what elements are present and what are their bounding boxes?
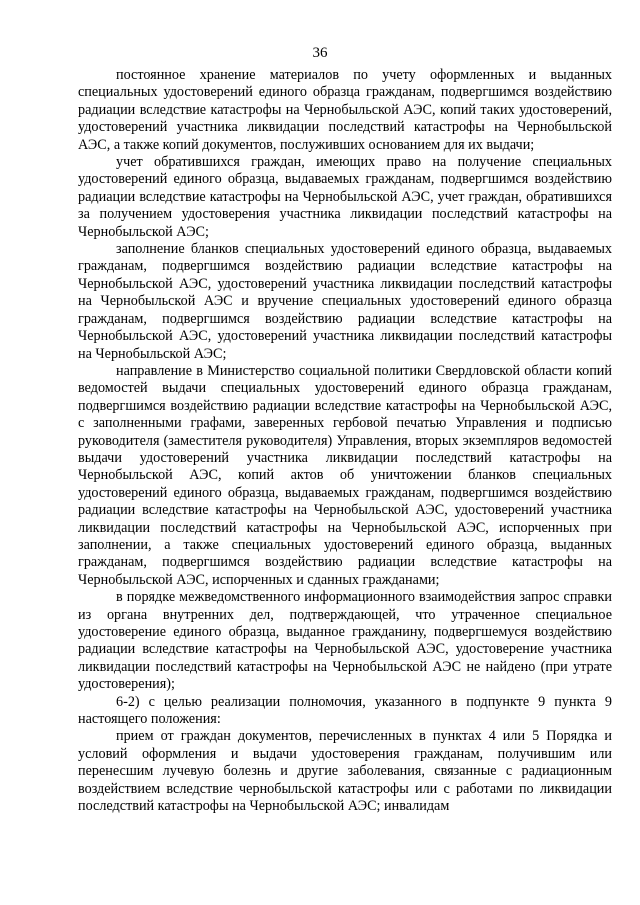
paragraph-filling-forms: заполнение бланков специальных удостоверений единого образца, выдаваемых гражданам, подвергшимся воздействию радиации вследствие катастрофы на Чернобыльской АЭС, удостоверений участника ликвидации последствий катастрофы на Чернобыльской АЭС и вручение специальных удостоверений единого образца гражданам, подвергшимся воздействию радиации вследствие катастрофы на Чернобыльской АЭС, удостоверений участника ликвидации последствий катастрофы на Чернобыльской АЭС; — [78, 241, 612, 362]
paragraph-interagency-request: в порядке межведомственного информационного взаимодействия запрос справки из органа внутренних дел, подтверждающей, что утраченное специальное удостоверение единого образца, выданное гражданину, подвергшемуся воздействию радиации вследствие катастрофы на Чернобыльской АЭС, удостоверение участника ликвидации последствий катастрофы на Чернобыльской АЭС не найдено (при утрате удостоверения); — [78, 589, 612, 693]
paragraph-registration: учет обратившихся граждан, имеющих право на получение специальных удостоверений единого образца, выдаваемых гражданам, подвергшимся воздействию радиации вследствие катастрофы на Чернобыльской АЭС, учет граждан, обратившихся за получением удостоверения участника ликвидации последствий катастрофы на Чернобыльской АЭС; — [78, 154, 612, 240]
page-number: 36 — [312, 45, 328, 61]
paragraph-storage: постоянное хранение материалов по учету оформленных и выданных специальных удостоверений единого образца гражданам, подвергшимся воздействию радиации вследствие катастрофы на Чернобыльской АЭС, копий таких удостоверений, удостоверений участника ликвидации последствий катастрофы на Чернобыльской АЭС, а также копий документов, послуживших основанием для их выдачи; — [78, 67, 612, 153]
paragraph-sending-to-ministry: направление в Министерство социальной политики Свердловской области копий ведомостей выдачи специальных удостоверений единого образца гражданам, подвергшимся воздействию радиации вследствие катастрофы на Чернобыльской АЭС, с заполненными графами, заверенных гербовой печатью Управления и подписью руководителя (заместителя руководителя) Управления, вторых экземпляров ведомостей выдачи удостоверений участника ликвидации последствий катастрофы на Чернобыльской АЭС, копий актов об уничтожении бланков специальных удостоверений единого образца, выдаваемых гражданам, подвергшимся воздействию радиации вследствие катастрофы на Чернобыльской АЭС, удостоверений участника ликвидации последствий катастрофы на Чернобыльской АЭС, испорченных при заполнении, а также специальных удостоверений единого образца, выданных гражданам, подвергшимся воздействию радиации вследствие катастрофы на Чернобыльской АЭС, испорченных и сданных гражданами; — [78, 362, 612, 588]
document-body — [78, 67, 612, 815]
paragraph-subclause-6-2: 6-2) с целью реализации полномочия, указанного в подпункте 9 пункта 9 настоящего положения: — [78, 693, 612, 728]
paragraph-document-intake: прием от граждан документов, перечисленных в пунктах 4 или 5 Порядка и условий оформления и выдачи удостоверения гражданам, получившим или перенесшим лучевую болезнь и другие заболевания, связанные с радиационным воздействием вследствие чернобыльской катастрофы или с работами по ликвидации последствий катастрофы на Чернобыльской АЭС; инвалидам — [78, 728, 612, 815]
